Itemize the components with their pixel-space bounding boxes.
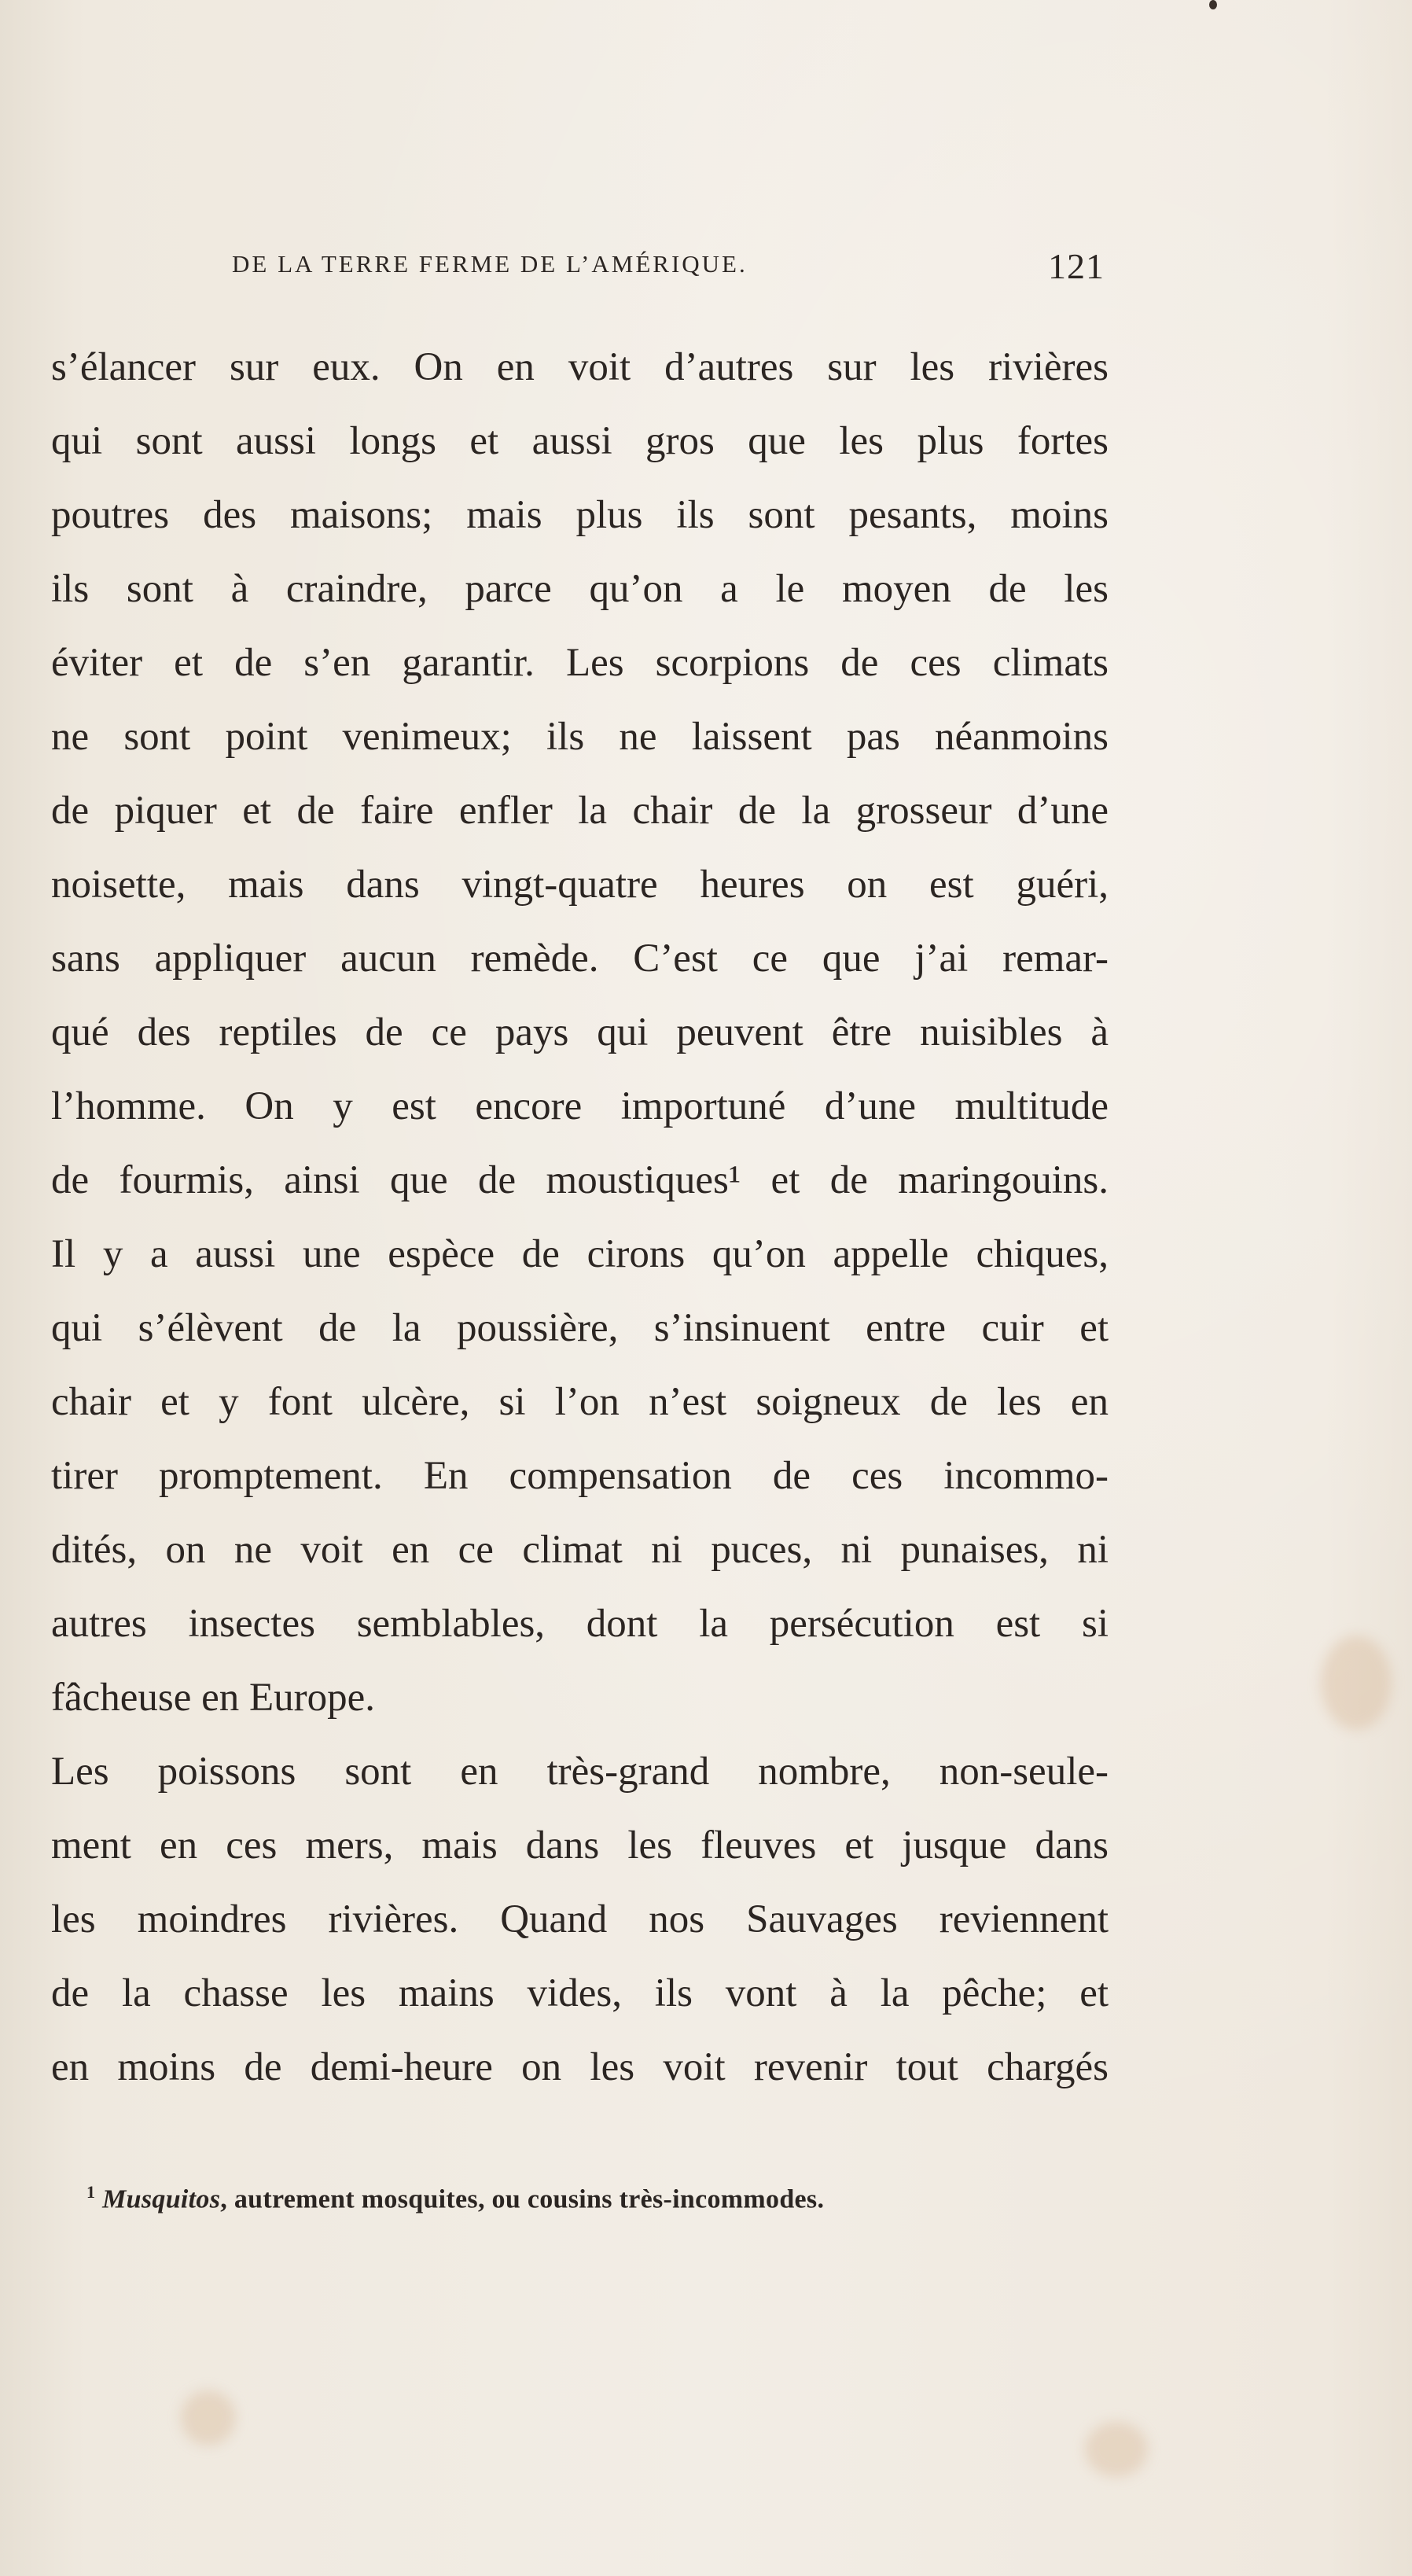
running-head: DE LA TERRE FERME DE L’AMÉRIQUE.	[232, 250, 748, 278]
text-line: de piquer et de faire enfler la chair de la grosseur d’une	[51, 789, 1109, 833]
text-line: Les poissons sont en très-grand nombre, non-seule-	[51, 1750, 1109, 1794]
text-line: l’homme. On y est encore importuné d’une multitude	[51, 1084, 1109, 1128]
text-line: de fourmis, ainsi que de moustiques¹ et de maringouins.	[51, 1158, 1109, 1202]
footnote-text: , autrement mosquites, ou cousins très-incommodes.	[220, 2184, 825, 2214]
text-line: qué des reptiles de ce pays qui peuvent être nuisibles à	[51, 1010, 1109, 1054]
text-line: ment en ces mers, mais dans les fleuves et jusque dans	[51, 1823, 1109, 1868]
text-line: Il y a aussi une espèce de cirons qu’on appelle chiques,	[51, 1232, 1109, 1276]
text-line: noisette, mais dans vingt-quatre heures on est guéri,	[51, 863, 1109, 907]
foxing-stain	[181, 2390, 236, 2445]
text-line: s’élancer sur eux. On en voit d’autres sur les rivières	[51, 345, 1109, 389]
text-line: ils sont à craindre, parce qu’on a le moyen de les	[51, 567, 1109, 611]
foxing-stain	[1321, 1636, 1392, 1730]
text-line: tirer promptement. En compensation de ces incommo-	[51, 1454, 1109, 1498]
page-number: 121	[1048, 246, 1105, 286]
text-line: en moins de demi-heure on les voit revenir tout chargés	[51, 2045, 1109, 2089]
body-text	[51, 330, 1109, 2104]
text-line: sans appliquer aucun remède. C’est ce que j’ai remar-	[51, 937, 1109, 981]
footnote-mark: 1	[86, 2182, 96, 2202]
text-line: chair et y font ulcère, si l’on n’est soigneux de les en	[51, 1380, 1109, 1424]
ink-speck	[1209, 0, 1217, 9]
text-line: fâcheuse en Europe.	[51, 1676, 376, 1720]
text-line: les moindres rivières. Quand nos Sauvages reviennent	[51, 1897, 1109, 1941]
text-line: dités, on ne voit en ce climat ni puces, ni punaises, ni	[51, 1528, 1109, 1572]
foxing-stain	[1085, 2422, 1148, 2477]
text-line: de la chasse les mains vides, ils vont à la pêche; et	[51, 1971, 1109, 2015]
text-line: qui s’élèvent de la poussière, s’insinuent entre cuir et	[51, 1306, 1109, 1350]
text-line: autres insectes semblables, dont la persécution est si	[51, 1602, 1109, 1646]
text-line: poutres des maisons; mais plus ils sont pesants, moins	[51, 493, 1109, 537]
text-line: qui sont aussi longs et aussi gros que les plus fortes	[51, 419, 1109, 463]
text-line: ne sont point venimeux; ils ne laissent pas néanmoins	[51, 715, 1109, 759]
footnote-term: Musquitos	[102, 2184, 221, 2214]
page-header	[232, 245, 1105, 293]
text-line: éviter et de s’en garantir. Les scorpions de ces climats	[51, 641, 1109, 685]
footnote	[86, 2182, 1030, 2214]
